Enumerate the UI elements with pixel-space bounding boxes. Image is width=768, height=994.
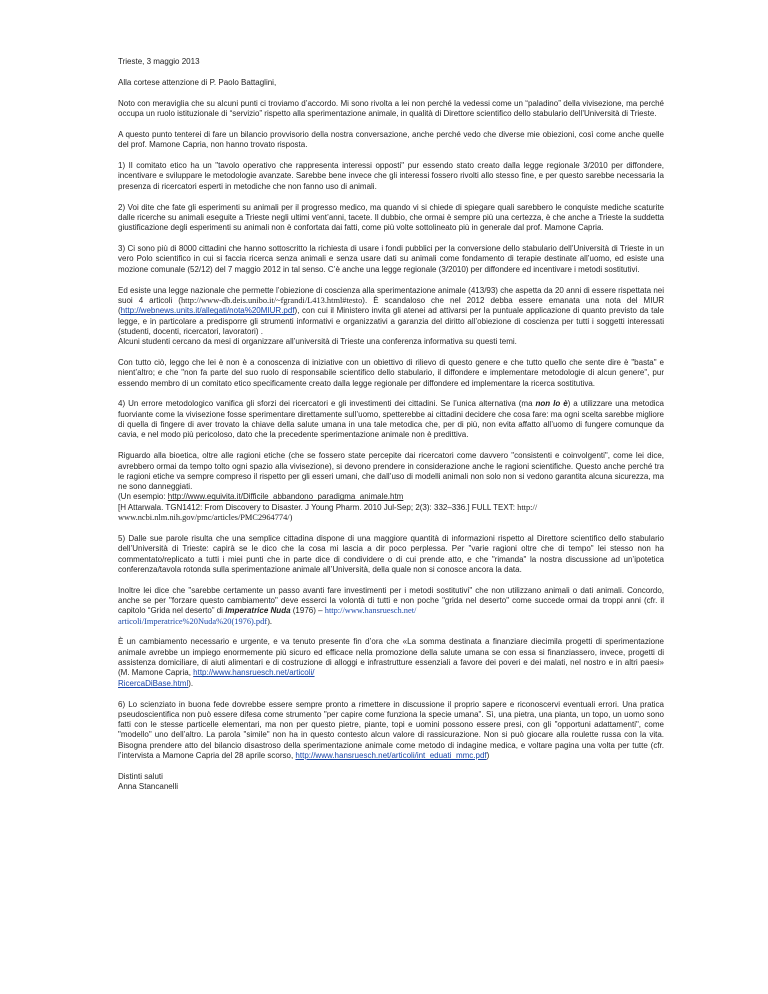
paragraph-intro: Noto con meraviglia che su alcuni punti ci troviamo d’accordo. Mi sono rivolta a lei non perché la vedessi come un “paladino” della vivisezione, ma perché occupa un ruolo istituzionale di “servizio” rispetto alla sperimentazione animale, in qualità di Direttore scientifico dello stabulario dell’Università di Trieste. [118,98,664,119]
text-segment: ). È scandaloso che nel 2012 debba essere emanata una nota del MIUR ( [118,295,664,316]
paragraph-conoscenza: Con tutto ciò, leggo che lei è non è a conoscenza di iniziative con un obiettivo di rilievo di questo genere e che tutto quello che sente dire è "basta" e nient’altro; e che "non fa parte del suo ruolo di responsabile scientifico dello stabulario, il diffondere e implementare metodologie di alcun genere", pur essendo membro di un comitato etico specificamente creato dalla legge regionale per diffondere ed implementare la ricerca sostitutiva. [118,357,664,388]
emphasis-non-lo-e: non lo è [535,399,568,409]
paragraph-point-6 [118,700,664,762]
text-segment: 6) Lo scienziato in buona fede dovrebbe essere sempre pronto a rimettere in discussione il proprio sapere e riconoscervi eventuali errori. Una pratica pseudoscientifica non può essere difesa come strumento "per capire come funziona la specie umana". Sì, una pietra, una pianta, un topo, un uomo sono fatti con le stesse particelle elementari, ma non per questo pietre, piante, topi e uomini possono essere presi, con gli "opportuni adattamenti", come "modello" uno dell’altro. La parola "simile" non ha in questo contesto alcun valore di rassicurazione. Non si può giocare alla roulette russa con la vita. Bisogna prendere atto del bilancio disastroso della sperimentazione animale come metodo di indagine medica, e voltare pagina una volta per tutte (cfr. l’intervista a Mamone Capria del 28 aprile scorso, [118,699,664,761]
paragraph-point-2: 2) Voi dite che fate gli esperimenti su animali per il progresso medico, ma quando vi si chiede di spiegare quali sarebbero le conquiste mediche scaturite dalle ricerche su animali eseguite a Trieste negli ultimi vent’anni, tacete. Il dubbio, che ormai è sempre più una certezza, è che anche a Trieste la suddetta giustificazione degli esperimenti su animali non è confortata dai fatti, come più volte sottolineato più in generale dal prof. Mamone Capria. [118,202,664,233]
text-segment: ). [267,616,272,626]
signature: Anna Stancanelli [118,782,179,792]
closing-text: Distinti saluti [118,771,163,781]
link-ncbi-part-2[interactable]: www.ncbi.nlm.nih.gov/pmc/articles/PMC2964774/ [118,513,290,523]
letter-salutation: Alla cortese attenzione di P. Paolo Battaglini, [118,77,277,87]
paragraph-cambiamento [118,637,664,688]
link-ncbi-part-1[interactable]: http:// [517,502,538,512]
link-nota-miur[interactable]: http://webnews.units.it/allegati/nota%20MIUR.pdf [120,306,295,316]
text-segment: ) [486,751,490,761]
paragraph-point-4 [118,399,664,440]
text-segment: (1976) – [290,606,325,616]
link-intervista[interactable]: http://www.hansruesch.net/articoli/int_eduati_mmc.pdf [295,751,487,761]
text-segment: [H Attarwala. TGN1412: From Discovery to Disaster. J Young Pharm. 2010 Jul-Sep; 2(3): 332–336.] FULL TEXT: [118,502,518,512]
paragraph-point-5: 5) Dalle sue parole risulta che una semplice cittadina dispone di una maggiore quantità di informazioni rispetto al Direttore scientifico dello stabulario dell’Università di Trieste: capirà se le dico che la cosa mi lascia a dir poco perplessa. Per "varie ragioni oltre che di tempo" lei stesso non ha commentato/replicato a tutti i miei punti che in parte dice di condividere o di cui prende atto, e che "rimanda" la nostra discussione ad un’ipotetica conferenza/tavola rotonda sulla sperimentazione animale all’Università, della quale non si conosce ancora la data. [118,533,664,574]
text-segment: ), con cui il Ministero invita gli atenei ad attivarsi per la puntuale applicazione di quanto previsto da tale legge, e in particolare a predisporre gli strumenti informativi e organizzativi a garanzia del diritto all’obiezione di coscienza per tutti i soggetti interessati (studenti, docenti, ricercatori, lavoratori) . [118,306,664,336]
link-ricerca-part-1[interactable]: http://www.hansruesch.net/articoli/ [193,668,315,678]
text-segment: Ed esiste una legge nazionale che permette l’obiezione di coscienza alla sperimentazione animale (413/93) che aspetta da 20 anni di essere rispettata nei suoi 4 articoli ( [118,285,664,305]
link-legge-413[interactable]: http://www-db.deis.unibo.it/~fgrandi/L413.html#testo [180,295,363,305]
text-segment: ) a utilizzare una metodica fuorviante come la vivisezione fosse sperimentare direttamente sull’uomo, spetterebbe ai cittadini decidere che cosa fare: ma ogni scelta sarebbe migliore di quella di fingere di aver trovato la chiave della salute umana in una tale metodica che, per di più, non evita affatto all’uomo di fungere comunque da cavia, e nel modo più pericoloso, dato che la precedente sperimentazione animale non è predittiva. [118,399,664,440]
paragraph-legge-413 [118,286,664,348]
text-segment: Riguardo alla bioetica, oltre alle ragioni etiche (che se fossero state percepite dai ricercatori come davvero "consistenti e coinvolgenti", come lei dice, avrebbero ormai da tempo tolto ogni spazio alla vivisezione), si devono prendere in considerazione anche le ragioni scientifiche. Questo anche perché tra le ragioni etiche va sempre compreso il rispetto per gli esseri umani, che dall’uso di modelli animali non solo non si vedono garantita alcuna sicurezza, ma ne sono danneggiati. [118,451,664,492]
text-segment: È un cambiamento necessario e urgente, e va tenuto presente fin d’ora che «La somma destinata a finanziare diecimila progetti di sperimentazione animale avrebbe un impiego enormemente più sicuro ed efficace nella promozione della salute umana se con essa si finanziassero, invece, progetti di assistenza domiciliare, di aiuti alimentari e di costruzione di alloggi e infrastrutture essenziali a favore dei poveri e dei malati, nel nostro e in altri paesi» (M. Mamone Capria, [118,637,664,678]
paragraph-investimenti [118,586,664,627]
link-imperatrice-part-2[interactable]: articoli/Imperatrice%20Nuda%20(1976).pdf [118,616,268,626]
text-segment: 4) Un errore metodologico vanifica gli sforzi dei ricercatori e gli investimenti dei cittadini. Se l’unica alternativa (ma [118,399,536,409]
paragraph-point-3: 3) Ci sono più di 8000 cittadini che hanno sottoscritto la richiesta di usare i fondi pubblici per la conversione dello stabulario dell’Università di Trieste in un vero Polo scientifico in cui si faccia ricerca senza animali e senza usare dati su animali come fondamento di terapie destinate all’uomo, ed esiste una mozione comunale (52/12) del 7 maggio 2012 in tal senso. C’è anche una legge regionale (3/2010) per diffondere ed incentivare i metodi sostitutivi. [118,244,664,274]
letter-date: Trieste, 3 maggio 2013 [118,57,200,66]
letter-closing [118,772,664,793]
emphasis-imperatrice-nuda: Imperatrice Nuda [225,606,291,616]
paragraph-bilancio: A questo punto tenterei di fare un bilancio provvisorio della nostra conversazione, anche perché vedo che diverse mie obiezioni, così come anche quelle del prof. Mamone Capria, non hanno trovato risposta. [118,129,664,150]
paragraph-bioetica [118,451,664,523]
text-segment: ) [289,513,293,523]
link-equivita[interactable]: http://www.equivita.it/Difficile_abbandono_paradigma_animale.htm [167,492,404,502]
text-segment: (Un esempio: [118,492,168,502]
text-segment: Alcuni studenti cercano da mesi di organizzare all’università di Trieste una conferenza informativa su questi temi. [118,337,517,347]
link-ricerca-part-2[interactable]: RicercaDiBase.html [118,678,189,688]
text-segment: Inoltre lei dice che "sarebbe certamente un passo avanti fare investimenti per i metodi sostitutivi" che non utilizzano animali o dati animali. Concordo, anche se per "forzare questo cambiamento" deve esserci la volontà di tutti e non poche "grida nel deserto" come succede ormai da troppi anni (cfr. il capitolo “Grida nel deserto” di [118,585,664,616]
text-segment: ). [188,678,194,688]
paragraph-point-1: 1) Il comitato etico ha un "tavolo operativo che rappresenta interessi opposti" pur essendo stato creato dalla legge regionale 3/2010 per diffondere, incentivare e sviluppare le metodologie avanzate. Sarebbe bene invece che gli interessi fossero rivolti allo stesso fine, e per questo sarebbe necessaria la presenza di ricercatori esperti in metodiche che non fanno uso di animali. [118,161,664,191]
link-imperatrice-part-1[interactable]: http://www.hansruesch.net/ [324,606,417,616]
